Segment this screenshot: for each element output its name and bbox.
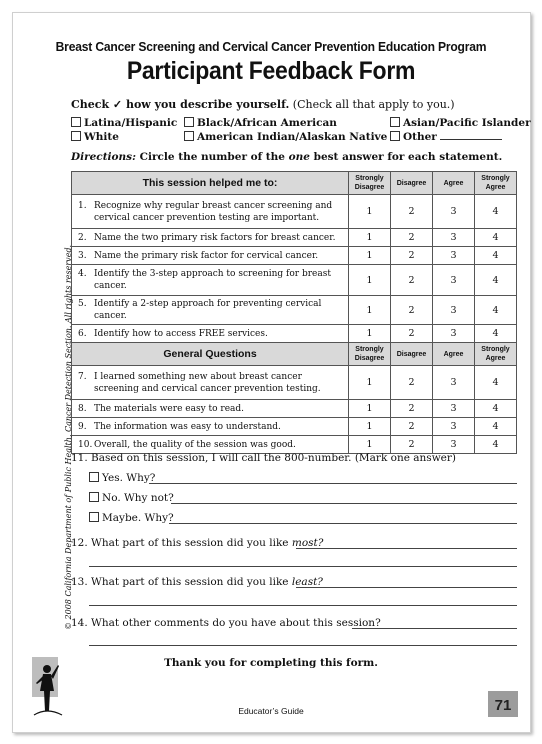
rating-option[interactable]: 4 [475, 400, 517, 418]
statement-number: 4. [78, 269, 87, 279]
rating-option[interactable]: 3 [433, 400, 475, 418]
scale-header: Strongly Agree [475, 343, 517, 366]
rating-option[interactable]: 2 [391, 247, 433, 265]
rating-option[interactable]: 1 [349, 366, 391, 400]
table-row [72, 400, 517, 418]
rating-option[interactable]: 3 [433, 296, 475, 325]
rating-option[interactable]: 4 [475, 436, 517, 454]
statement-number: 3. [78, 250, 87, 261]
option-american-indian[interactable] [184, 131, 387, 143]
statement-text: The information was easy to understand. [94, 421, 281, 432]
statement-cell [72, 325, 349, 343]
q12-line[interactable] [296, 548, 517, 549]
rating-option[interactable]: 4 [475, 296, 517, 325]
q11-yes-line[interactable] [149, 483, 517, 484]
question-12 [71, 537, 323, 549]
rating-option[interactable]: 1 [349, 247, 391, 265]
statement-number: 8. [78, 403, 87, 414]
statement-cell [72, 366, 349, 400]
rating-option[interactable]: 3 [433, 325, 475, 343]
statement-number: 10. [78, 439, 93, 450]
rating-option[interactable]: 3 [433, 265, 475, 296]
directions-label: Directions: [71, 151, 136, 163]
table-row [72, 247, 517, 265]
checkbox[interactable] [184, 131, 194, 141]
statement-text: The materials were easy to read. [94, 403, 245, 414]
checkbox[interactable] [390, 117, 400, 127]
program-name: Breast Cancer Screening and Cervical Cancer Prevention Education Program [55, 39, 487, 54]
rating-option[interactable]: 4 [475, 247, 517, 265]
statement-cell [72, 265, 349, 296]
option-label: White [84, 131, 119, 143]
statement-cell [72, 436, 349, 454]
rating-option[interactable]: 3 [433, 247, 475, 265]
table-row [72, 229, 517, 247]
q12-line-2[interactable] [89, 566, 517, 567]
identity-intro [71, 98, 455, 111]
statement-cell [72, 229, 349, 247]
rating-option[interactable]: 4 [475, 265, 517, 296]
section-header: General Questions [72, 343, 349, 366]
rating-option[interactable]: 2 [391, 229, 433, 247]
statement-cell [72, 400, 349, 418]
q11-no-line[interactable] [171, 503, 517, 504]
q13-line-2[interactable] [89, 605, 517, 606]
checkbox[interactable] [89, 472, 99, 482]
option-other[interactable] [390, 131, 502, 143]
directions-text: Circle the number of the [139, 151, 285, 163]
scale-header: Strongly Disagree [349, 172, 391, 195]
option-label: Other [403, 131, 437, 143]
rating-option[interactable]: 2 [391, 366, 433, 400]
rating-option[interactable]: 4 [475, 229, 517, 247]
statement-number: 1. [78, 200, 87, 211]
statement-text: Recognize why regular breast cancer screening and cervical cancer prevention testing are important. [94, 200, 333, 223]
rating-option[interactable]: 2 [391, 296, 433, 325]
option-label: Latina/Hispanic [84, 117, 178, 129]
question-text: 13. What part of this session did you like [71, 576, 292, 588]
table-row [72, 366, 517, 400]
question-emphasis: most? [291, 537, 324, 549]
rating-option[interactable]: 2 [391, 418, 433, 436]
statement-cell [72, 418, 349, 436]
rating-option[interactable]: 2 [391, 265, 433, 296]
copyright-notice: © 2008 California Department of Public Health, Cancer Detection Section. All rights reserved. [64, 244, 73, 630]
question-emphasis: least? [291, 576, 323, 588]
scale-header: Disagree [391, 172, 433, 195]
statement-text: Name the primary risk factor for cervical cancer. [94, 250, 319, 261]
table-row [72, 195, 517, 229]
option-latina[interactable] [71, 117, 177, 129]
q13-line[interactable] [296, 587, 517, 588]
q11-no-option[interactable] [89, 492, 174, 504]
statement-text: Identify how to access FREE services. [94, 328, 268, 339]
table-row [72, 418, 517, 436]
statement-number: 2. [78, 232, 87, 243]
checkbox[interactable] [89, 492, 99, 502]
table-row [72, 436, 517, 454]
option-label: Asian/Pacific Islander [403, 117, 531, 129]
option-asian[interactable] [390, 117, 531, 129]
question-text: 12. What part of this session did you like [71, 537, 292, 549]
rating-option[interactable]: 4 [475, 195, 517, 229]
identity-intro-bold: Check ✓ how you describe yourself. [71, 98, 290, 111]
scale-header: Disagree [391, 343, 433, 366]
q11-maybe-line[interactable] [169, 523, 517, 524]
rating-option[interactable]: 3 [433, 229, 475, 247]
table-row [72, 265, 517, 296]
page-number: 71 [488, 691, 518, 717]
rating-table [71, 171, 517, 454]
scale-header: Strongly Agree [475, 172, 517, 195]
scale-header: Agree [433, 343, 475, 366]
rating-option[interactable]: 3 [433, 418, 475, 436]
table-row [72, 325, 517, 343]
scale-header: Strongly Disagree [349, 343, 391, 366]
rating-option[interactable]: 3 [433, 436, 475, 454]
checkbox[interactable] [184, 117, 194, 127]
option-label: No. Why not? [102, 492, 174, 504]
question-13 [71, 576, 323, 588]
identity-intro-rest: (Check all that apply to you.) [292, 98, 455, 111]
directions [71, 151, 502, 163]
option-label: American Indian/Alaskan Native [197, 131, 388, 143]
checkbox[interactable] [390, 131, 400, 141]
statement-text: Identify the 3-step approach to screening for breast cancer. [94, 269, 331, 291]
q11-yes-option[interactable] [89, 472, 155, 484]
checkbox[interactable] [71, 117, 81, 127]
scale-header: Agree [433, 172, 475, 195]
statement-number: 5. [78, 299, 87, 309]
section-header: This session helped me to: [72, 172, 349, 195]
thank-you-message: Thank you for completing this form. [164, 657, 378, 669]
rating-option[interactable]: 4 [475, 325, 517, 343]
statement-number: 6. [78, 328, 87, 339]
statement-cell [72, 195, 349, 229]
statement-text: Identify a 2-step approach for preventing cervical cancer. [94, 299, 322, 321]
statement-text: Name the two primary risk factors for breast cancer. [94, 232, 336, 243]
rating-option[interactable]: 1 [349, 418, 391, 436]
rating-option[interactable]: 1 [349, 436, 391, 454]
statement-cell [72, 247, 349, 265]
rating-option[interactable]: 1 [349, 296, 391, 325]
option-label: Maybe. Why? [102, 512, 174, 524]
checkbox[interactable] [71, 131, 81, 141]
statement-cell [72, 296, 349, 325]
directions-emphasis: one [288, 151, 310, 163]
option-white[interactable] [71, 131, 119, 143]
footer-guide-name: Educator’s Guide [238, 706, 304, 716]
rating-option[interactable]: 2 [391, 325, 433, 343]
rating-option[interactable]: 4 [475, 418, 517, 436]
option-label: Yes. Why? [102, 472, 156, 484]
table-row [72, 296, 517, 325]
rating-option[interactable]: 1 [349, 229, 391, 247]
directions-text: best answer for each statement. [313, 151, 503, 163]
statement-text: I learned something new about breast cancer screening and cervical cancer prevention testing. [94, 371, 321, 394]
option-label: Black/African American [197, 117, 337, 129]
form-title: Participant Feedback Form [126, 57, 416, 85]
q14-line[interactable] [352, 628, 517, 629]
question-14: 14. What other comments do you have about this session? [71, 617, 381, 629]
rating-option[interactable]: 1 [349, 400, 391, 418]
option-black[interactable] [184, 117, 337, 129]
rating-option[interactable]: 1 [349, 265, 391, 296]
statement-number: 7. [78, 371, 87, 382]
rating-option[interactable]: 4 [475, 366, 517, 400]
rating-option[interactable]: 1 [349, 195, 391, 229]
rating-option[interactable]: 1 [349, 325, 391, 343]
rating-option[interactable]: 2 [391, 436, 433, 454]
question-11: 11. Based on this session, I will call the 800-number. (Mark one answer) [71, 452, 457, 464]
q11-maybe-option[interactable] [89, 512, 174, 524]
q14-line-2[interactable] [89, 645, 517, 646]
rating-option[interactable]: 3 [433, 195, 475, 229]
other-blank-line[interactable] [440, 139, 502, 140]
rating-option[interactable]: 2 [391, 195, 433, 229]
rating-option[interactable]: 2 [391, 400, 433, 418]
checkbox[interactable] [89, 512, 99, 522]
statement-text: Overall, the quality of the session was good. [94, 439, 296, 450]
rating-option[interactable]: 3 [433, 366, 475, 400]
statement-number: 9. [78, 421, 87, 432]
